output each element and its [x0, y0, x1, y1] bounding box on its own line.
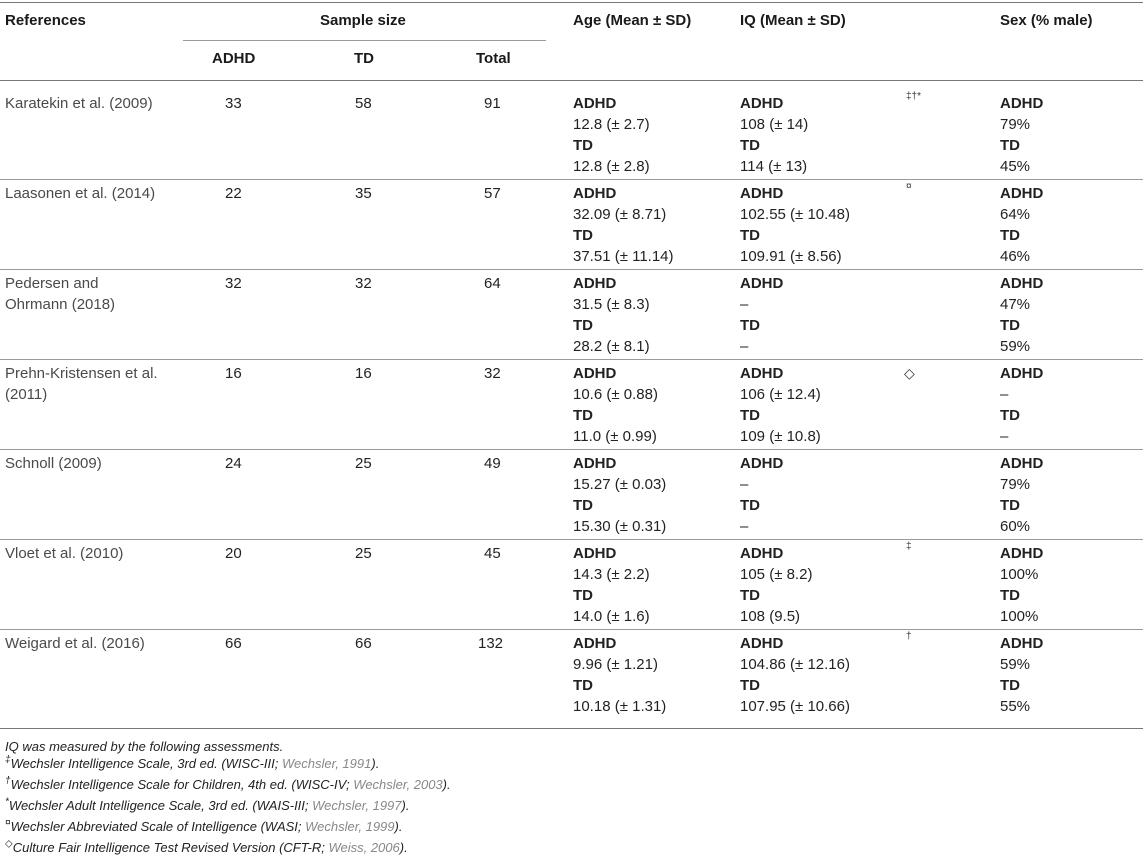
- iq-cell: [740, 273, 783, 357]
- footnote-citation[interactable]: Wechsler, 1991: [281, 756, 372, 771]
- reference-line: Prehn-Kristensen et al.: [5, 365, 158, 382]
- footnote-intro: IQ was measured by the following assessments.: [5, 739, 284, 754]
- iq-td: 114 (± 13): [740, 158, 808, 175]
- header-iq: IQ (Mean ± SD): [740, 12, 846, 29]
- iq-adhd: 106 (± 12.4): [740, 386, 821, 403]
- sample-size-underline: [183, 40, 546, 41]
- row-reference: [5, 363, 158, 405]
- group-label-td: TD: [740, 137, 760, 154]
- reference-line: Schnoll (2009): [5, 455, 102, 472]
- iq-cell: [740, 363, 821, 447]
- age-td: 14.0 (± 1.6): [573, 608, 650, 625]
- iq-td: 109 (± 10.8): [740, 428, 821, 445]
- group-label-td: TD: [740, 677, 760, 694]
- row-separator: [0, 179, 1143, 180]
- group-label-adhd: ADHD: [573, 185, 617, 202]
- reference-line: (2011): [5, 386, 48, 403]
- group-label-adhd: ADHD: [573, 95, 617, 112]
- footnote-text: Wechsler Intelligence Scale, 3rd ed. (WISC-III;: [10, 756, 282, 771]
- row-separator: [0, 629, 1143, 630]
- total-count: 64: [484, 275, 501, 292]
- group-label-td: TD: [1000, 137, 1020, 154]
- td-count: 35: [355, 185, 372, 202]
- total-count: 49: [484, 455, 501, 472]
- iq-adhd: 102.55 (± 10.48): [740, 206, 850, 223]
- group-label-td: TD: [573, 497, 593, 514]
- sex-adhd: 79%: [1000, 476, 1031, 493]
- group-label-adhd: ADHD: [1000, 635, 1044, 652]
- group-label-td: TD: [740, 227, 760, 244]
- age-cell: [573, 93, 650, 177]
- group-label-td: TD: [573, 677, 593, 694]
- group-label-td: TD: [1000, 497, 1020, 514]
- age-cell: [573, 273, 650, 357]
- sex-td: 60%: [1000, 518, 1031, 535]
- footnote-mark: ◇: [5, 838, 13, 850]
- adhd-count: 22: [225, 185, 242, 202]
- footnote-line: [5, 756, 379, 771]
- sex-adhd: 79%: [1000, 116, 1031, 133]
- group-label-td: TD: [740, 587, 760, 604]
- age-adhd: 32.09 (± 8.71): [573, 206, 667, 223]
- td-count: 32: [355, 275, 372, 292]
- iq-td: 108 (9.5): [740, 608, 801, 625]
- iq-td: 107.95 (± 10.66): [740, 698, 850, 715]
- group-label-adhd: ADHD: [1000, 365, 1044, 382]
- bottom-rule: [0, 728, 1143, 729]
- age-cell: [573, 453, 666, 537]
- header-rule: [0, 80, 1143, 81]
- iq-footnote-mark: †: [906, 631, 912, 642]
- row-reference: [5, 453, 102, 474]
- footnote-line: [5, 840, 408, 855]
- age-cell: [573, 543, 650, 627]
- footnote-citation[interactable]: Wechsler, 1999: [305, 819, 395, 834]
- age-adhd: 9.96 (± 1.21): [573, 656, 658, 673]
- row-separator: [0, 449, 1143, 450]
- group-label-adhd: ADHD: [740, 365, 784, 382]
- group-label-adhd: ADHD: [573, 635, 617, 652]
- age-adhd: 14.3 (± 2.2): [573, 566, 650, 583]
- iq-cell: [740, 633, 850, 717]
- age-adhd: 10.6 (± 0.88): [573, 386, 658, 403]
- footnote-end: ).: [394, 819, 403, 834]
- age-td: 11.0 (± 0.99): [573, 428, 657, 445]
- footnote-citation[interactable]: Wechsler, 1997: [312, 798, 402, 813]
- group-label-adhd: ADHD: [1000, 185, 1044, 202]
- sex-cell: [1000, 183, 1043, 267]
- adhd-count: 66: [225, 635, 242, 652]
- header-total: Total: [476, 50, 511, 67]
- sex-adhd: 64%: [1000, 206, 1031, 223]
- group-label-adhd: ADHD: [1000, 275, 1044, 292]
- row-reference: [5, 93, 153, 114]
- group-label-td: TD: [1000, 317, 1020, 334]
- group-label-adhd: ADHD: [1000, 95, 1044, 112]
- td-count: 66: [355, 635, 372, 652]
- footnote-mark: *: [5, 796, 9, 808]
- group-label-adhd: ADHD: [740, 635, 784, 652]
- iq-cell: [740, 453, 783, 537]
- sex-adhd: –: [1000, 386, 1009, 403]
- total-count: 91: [484, 95, 501, 112]
- age-cell: [573, 183, 674, 267]
- reference-line: Vloet et al. (2010): [5, 545, 124, 562]
- age-adhd: 31.5 (± 8.3): [573, 296, 650, 313]
- sex-td: 46%: [1000, 248, 1031, 265]
- group-label-td: TD: [573, 407, 593, 424]
- reference-line: Weigard et al. (2016): [5, 635, 145, 652]
- row-reference: [5, 633, 145, 654]
- total-count: 45: [484, 545, 501, 562]
- footnote-mark: ¤: [5, 817, 11, 829]
- adhd-count: 32: [225, 275, 242, 292]
- iq-td: 109.91 (± 8.56): [740, 248, 842, 265]
- reference-line: Ohrmann (2018): [5, 296, 116, 313]
- iq-footnote-mark: ‡†*: [906, 91, 922, 102]
- header-sex: Sex (% male): [1000, 12, 1093, 29]
- footnote-end: ).: [401, 798, 410, 813]
- adhd-count: 20: [225, 545, 242, 562]
- sex-cell: [1000, 273, 1043, 357]
- group-label-adhd: ADHD: [1000, 455, 1044, 472]
- sex-adhd: 59%: [1000, 656, 1031, 673]
- total-count: 57: [484, 185, 501, 202]
- footnote-citation[interactable]: Weiss, 2006: [328, 840, 400, 855]
- adhd-count: 16: [225, 365, 242, 382]
- td-count: 25: [355, 545, 372, 562]
- group-label-td: TD: [573, 227, 593, 244]
- age-adhd: 12.8 (± 2.7): [573, 116, 650, 133]
- footnote-end: ).: [399, 840, 408, 855]
- iq-cell: [740, 543, 812, 627]
- group-label-td: TD: [573, 137, 593, 154]
- sex-cell: [1000, 453, 1043, 537]
- group-label-adhd: ADHD: [573, 275, 617, 292]
- group-label-td: TD: [740, 497, 760, 514]
- header-sample-size: Sample size: [320, 12, 406, 29]
- footnote-line: [5, 819, 402, 834]
- group-label-td: TD: [1000, 677, 1020, 694]
- footnote-line: [5, 798, 409, 813]
- group-label-adhd: ADHD: [573, 365, 617, 382]
- iq-adhd: –: [740, 296, 749, 313]
- row-reference: [5, 183, 155, 204]
- reference-line: Pedersen and: [5, 275, 99, 292]
- footnote-text: Culture Fair Intelligence Test Revised Version (CFT-R;: [12, 840, 329, 855]
- sex-cell: [1000, 93, 1043, 177]
- iq-adhd: –: [740, 476, 749, 493]
- group-label-td: TD: [573, 587, 593, 604]
- header-adhd: ADHD: [212, 50, 256, 67]
- sex-td: 45%: [1000, 158, 1031, 175]
- group-label-adhd: ADHD: [573, 545, 617, 562]
- group-label-td: TD: [1000, 587, 1020, 604]
- group-label-td: TD: [1000, 227, 1020, 244]
- sex-td: 55%: [1000, 698, 1031, 715]
- group-label-td: TD: [1000, 407, 1020, 424]
- footnote-text: Wechsler Intelligence Scale for Children, 4th ed. (WISC-IV;: [10, 777, 354, 792]
- sex-td: –: [1000, 428, 1009, 445]
- group-label-adhd: ADHD: [740, 275, 784, 292]
- iq-adhd: 104.86 (± 12.16): [740, 656, 850, 673]
- footnote-text: Wechsler Abbreviated Scale of Intelligence (WASI;: [10, 819, 306, 834]
- group-label-td: TD: [573, 317, 593, 334]
- sex-cell: [1000, 543, 1043, 627]
- age-td: 12.8 (± 2.8): [573, 158, 650, 175]
- group-label-adhd: ADHD: [1000, 545, 1044, 562]
- row-reference: [5, 273, 115, 315]
- age-td: 37.51 (± 11.14): [573, 248, 674, 265]
- adhd-count: 24: [225, 455, 242, 472]
- iq-adhd: 108 (± 14): [740, 116, 809, 133]
- footnote-citation[interactable]: Wechsler, 2003: [353, 777, 443, 792]
- iq-footnote-mark: ◇: [904, 365, 915, 381]
- iq-footnote-mark: ‡: [906, 541, 912, 552]
- footnote-end: ).: [371, 756, 380, 771]
- adhd-count: 33: [225, 95, 242, 112]
- total-count: 132: [478, 635, 504, 652]
- footnote-text: Wechsler Adult Intelligence Scale, 3rd ed. (WAIS-III;: [8, 798, 313, 813]
- row-separator: [0, 359, 1143, 360]
- reference-line: Karatekin et al. (2009): [5, 95, 153, 112]
- sex-cell: [1000, 363, 1043, 447]
- group-label-adhd: ADHD: [740, 185, 784, 202]
- reference-line: Laasonen et al. (2014): [5, 185, 156, 202]
- sex-adhd: 100%: [1000, 566, 1039, 583]
- td-count: 58: [355, 95, 372, 112]
- iq-td: –: [740, 338, 749, 355]
- group-label-adhd: ADHD: [740, 455, 784, 472]
- sex-td: 100%: [1000, 608, 1039, 625]
- group-label-adhd: ADHD: [740, 545, 784, 562]
- iq-adhd: 105 (± 8.2): [740, 566, 813, 583]
- group-label-td: TD: [740, 317, 760, 334]
- row-separator: [0, 269, 1143, 270]
- group-label-adhd: ADHD: [573, 455, 617, 472]
- group-label-td: TD: [740, 407, 760, 424]
- row-separator: [0, 539, 1143, 540]
- footnote-end: ).: [442, 777, 451, 792]
- iq-td: –: [740, 518, 749, 535]
- td-count: 16: [355, 365, 372, 382]
- footnote-line: [5, 777, 451, 792]
- age-cell: [573, 363, 658, 447]
- top-rule: [0, 2, 1143, 3]
- td-count: 25: [355, 455, 372, 472]
- age-td: 15.30 (± 0.31): [573, 518, 667, 535]
- age-cell: [573, 633, 666, 717]
- iq-footnote-mark: ¤: [906, 181, 912, 192]
- header-age: Age (Mean ± SD): [573, 12, 692, 29]
- total-count: 32: [484, 365, 501, 382]
- row-reference: [5, 543, 123, 564]
- age-td: 28.2 (± 8.1): [573, 338, 650, 355]
- age-adhd: 15.27 (± 0.03): [573, 476, 667, 493]
- age-td: 10.18 (± 1.31): [573, 698, 667, 715]
- sex-cell: [1000, 633, 1043, 717]
- header-references: References: [5, 12, 86, 29]
- group-label-adhd: ADHD: [740, 95, 784, 112]
- footnote-mark: ‡: [5, 754, 11, 766]
- sex-td: 59%: [1000, 338, 1031, 355]
- sex-adhd: 47%: [1000, 296, 1031, 313]
- header-td: TD: [354, 50, 374, 67]
- iq-cell: [740, 183, 850, 267]
- iq-cell: [740, 93, 808, 177]
- footnote-mark: †: [5, 775, 11, 787]
